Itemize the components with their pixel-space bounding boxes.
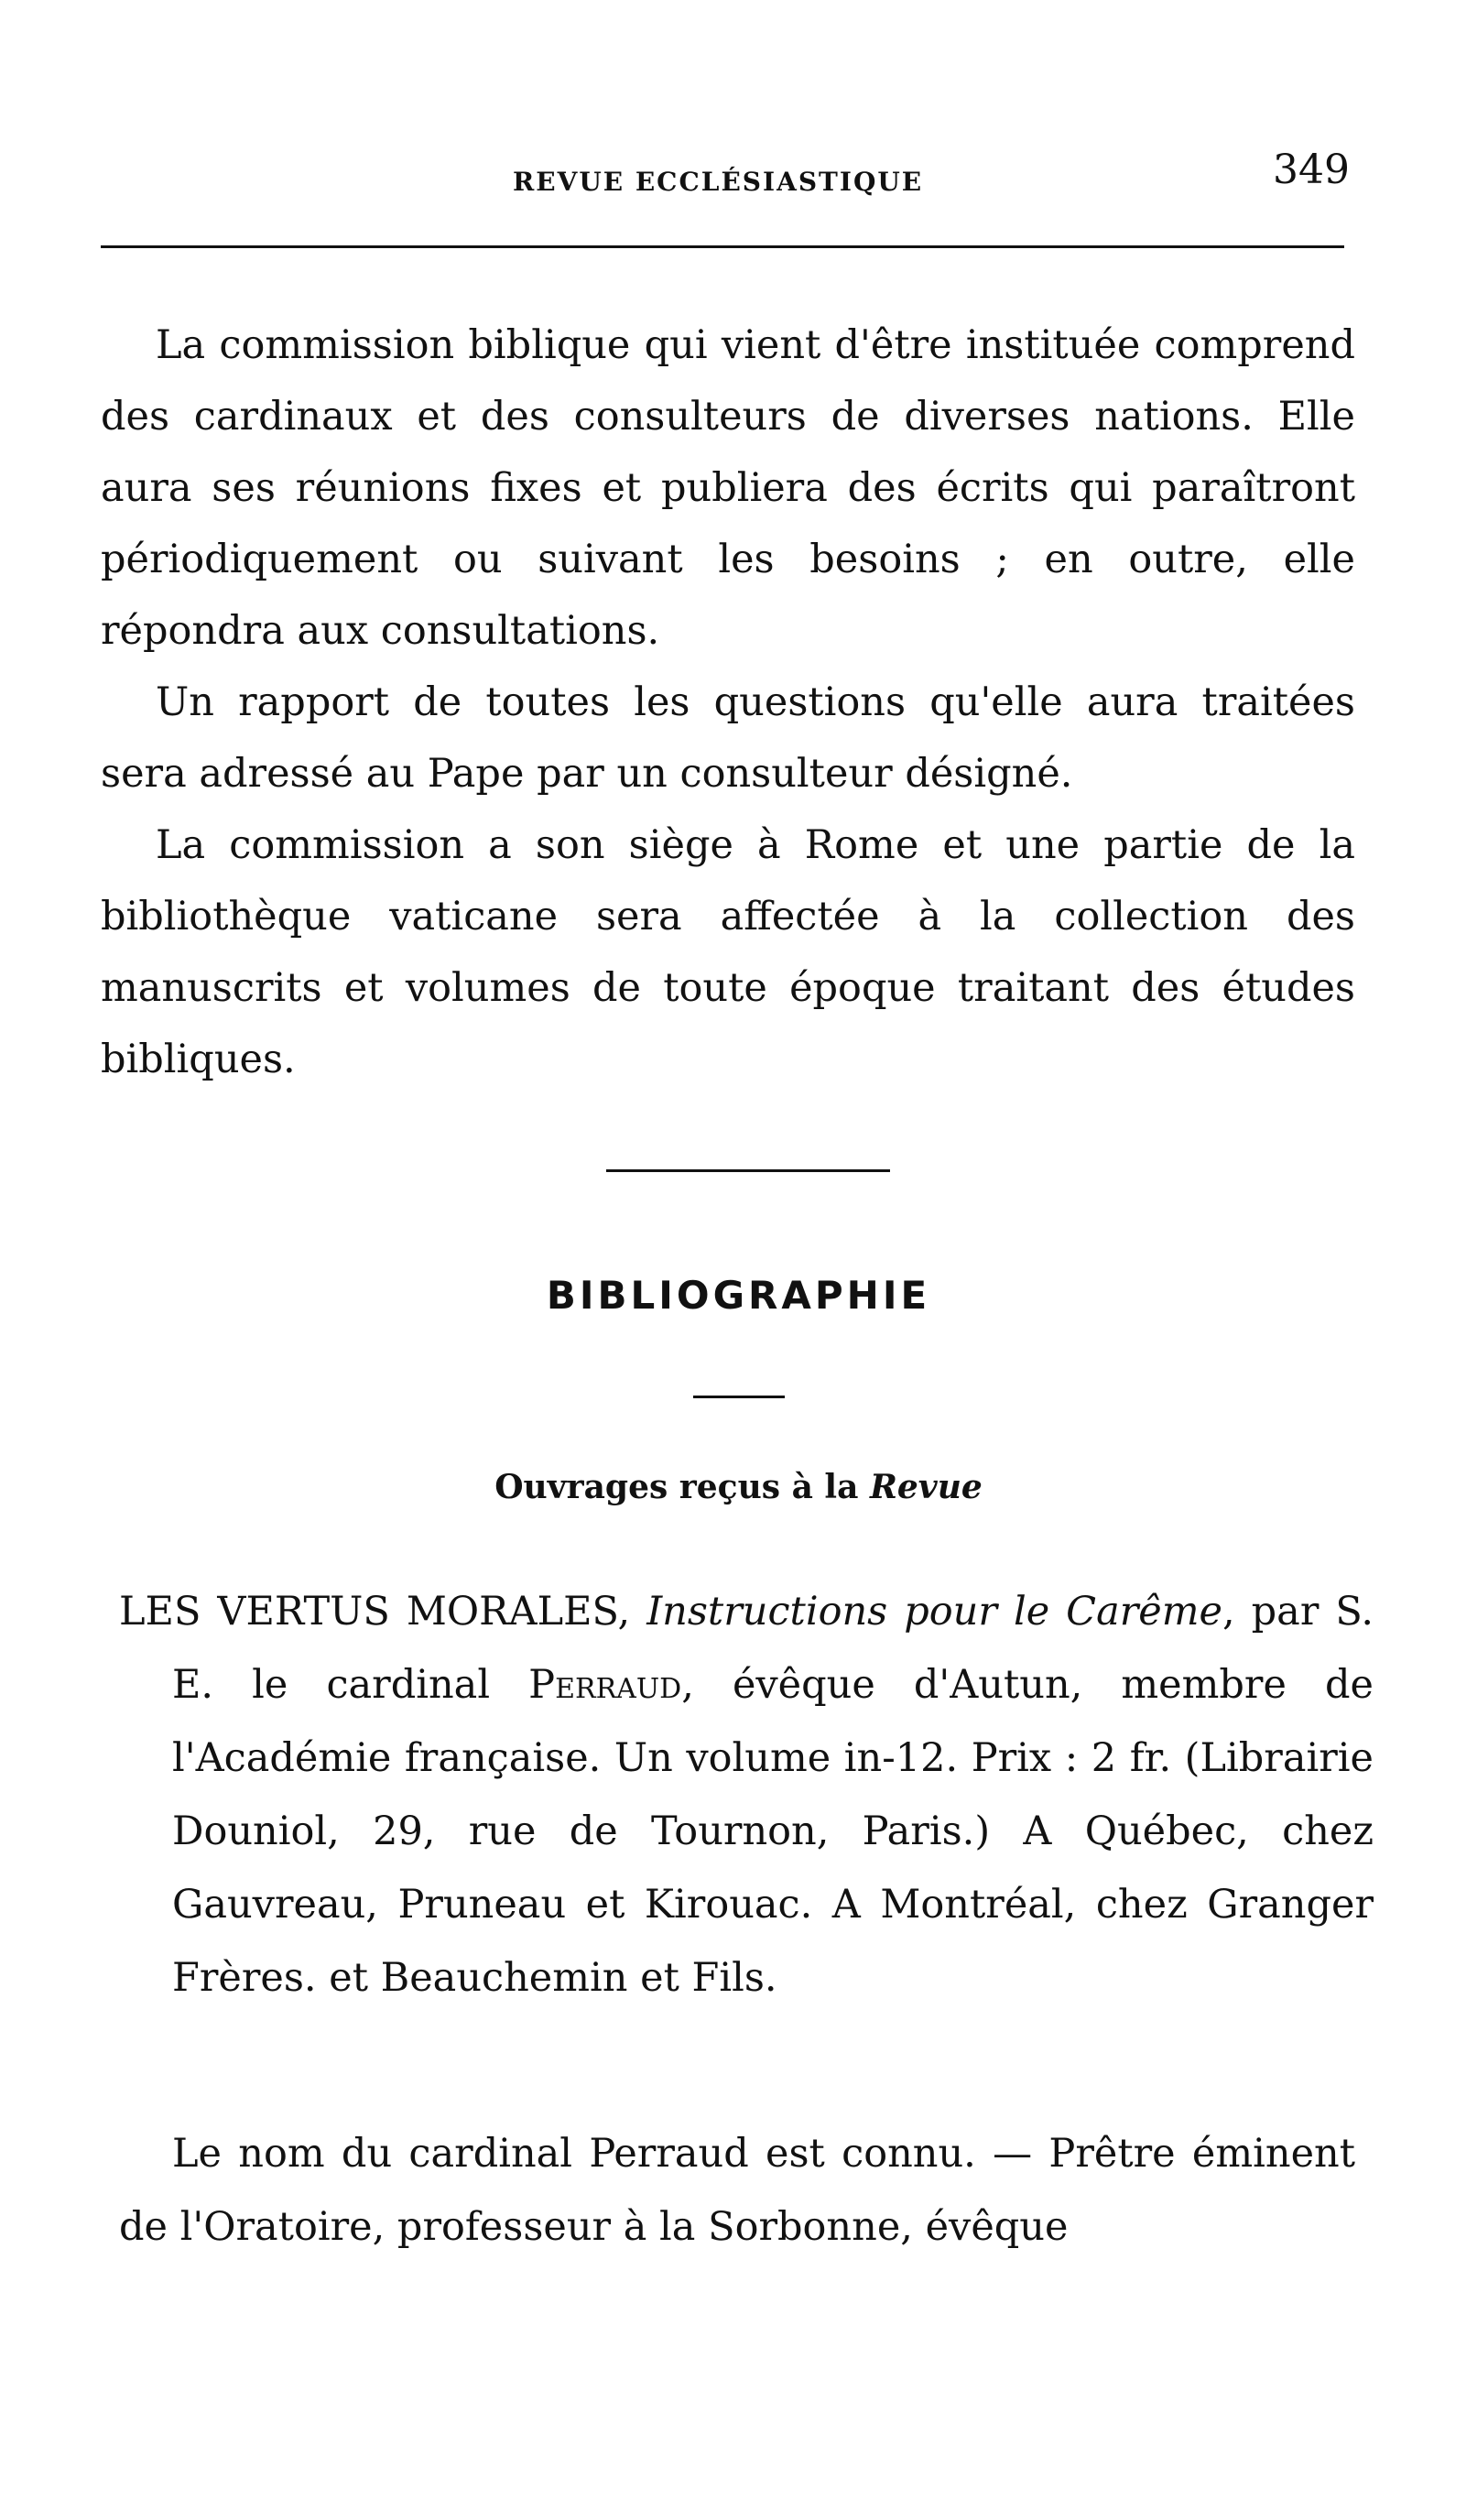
book-details: , évêque d'Autun, membre de l'Académie française. Un volume in-12. Prix : 2 fr. (Librairie Douniol, 29, rue de Tournon, Paris.) A Québec, chez Gauvreau, Pruneau et Kirouac. A Montréal, chez Granger Frères. et Beauchemin et Fils. (172, 1662, 1374, 2001)
top-paragraphs (101, 310, 1355, 1095)
book-title-caps: LES VERTUS MORALES, (119, 1589, 647, 1635)
paragraph: Un rapport de toutes les questions qu'elle aura traitées sera adressé au Pape par un consulteur désigné. (101, 679, 1355, 797)
subsection-italic: Revue (869, 1468, 983, 1506)
paragraph: Le nom du cardinal Perraud est connu. — Prêtre éminent de l'Oratoire, professeur à la Sorbonne, évêque (119, 2131, 1355, 2250)
paragraph: La commission biblique qui vient d'être instituée comprend des cardinaux et des consulteurs de diverses nations. Elle aura ses réunions fixes et publiera des écrits qui paraîtront périodiquement ou suivant les besoins ; en outre, elle répondra aux consultations. (101, 322, 1355, 654)
header-rule (101, 245, 1344, 248)
paragraph: La commission a son siège à Rome et une partie de la bibliothèque vaticane sera affectée à la collection des manuscrits et volumes de toute époque traitant des études bibliques. (101, 822, 1355, 1082)
section-title: BIBLIOGRAPHIE (546, 1273, 931, 1318)
book-title-italic: Instructions pour le Carême (646, 1589, 1222, 1635)
running-title: REVUE ECCLÉSIASTIQUE (513, 167, 924, 197)
short-divider-rule (693, 1396, 785, 1398)
page-number: 349 (1273, 147, 1350, 193)
bibliography-entry (119, 1575, 1374, 2015)
bottom-paragraph-block (119, 2117, 1355, 2264)
book-after-title: , par S. E. le cardinal (172, 1589, 1374, 1708)
section-divider-rule (606, 1169, 890, 1172)
subsection-prefix: Ouvrages reçus à la (494, 1468, 870, 1506)
subsection-title (0, 1468, 1477, 1506)
book-author: Perraud (528, 1662, 682, 1708)
